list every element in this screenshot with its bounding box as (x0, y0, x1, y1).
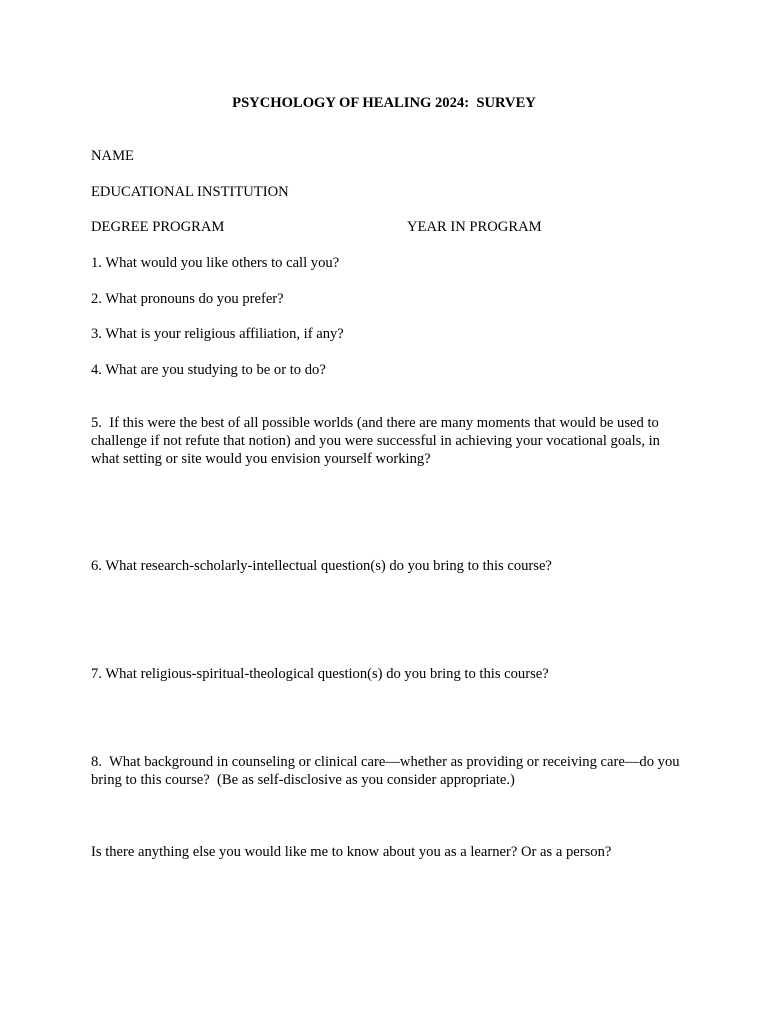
question-4: 4. What are you studying to be or to do? (91, 362, 326, 378)
field-institution-label: EDUCATIONAL INSTITUTION (91, 184, 289, 200)
question-8: 8. What background in counseling or clinical care—whether as providing or receiving care—do you bring to this course? (Be as self-disclosive as you consider appropriate.) (91, 754, 684, 789)
question-2: 2. What pronouns do you prefer? (91, 291, 284, 307)
closing-question: Is there anything else you would like me to know about you as a learner? Or as a person? (91, 844, 612, 860)
field-degree-program-label: DEGREE PROGRAM (91, 219, 225, 235)
question-7: 7. What religious-spiritual-theological question(s) do you bring to this course? (91, 666, 549, 682)
question-3: 3. What is your religious affiliation, if any? (91, 326, 344, 342)
question-1: 1. What would you like others to call you? (91, 255, 340, 271)
question-6: 6. What research-scholarly-intellectual question(s) do you bring to this course? (91, 558, 552, 574)
field-year-in-program-label: YEAR IN PROGRAM (407, 219, 542, 235)
question-5: 5. If this were the best of all possible worlds (and there are many moments that would be used to challenge if not refute that notion) and you were successful in achieving your vocational goals, in what setting or site would you envision yourself working? (91, 415, 664, 468)
document-title: PSYCHOLOGY OF HEALING 2024: SURVEY (232, 95, 536, 111)
field-name-label: NAME (91, 148, 134, 164)
